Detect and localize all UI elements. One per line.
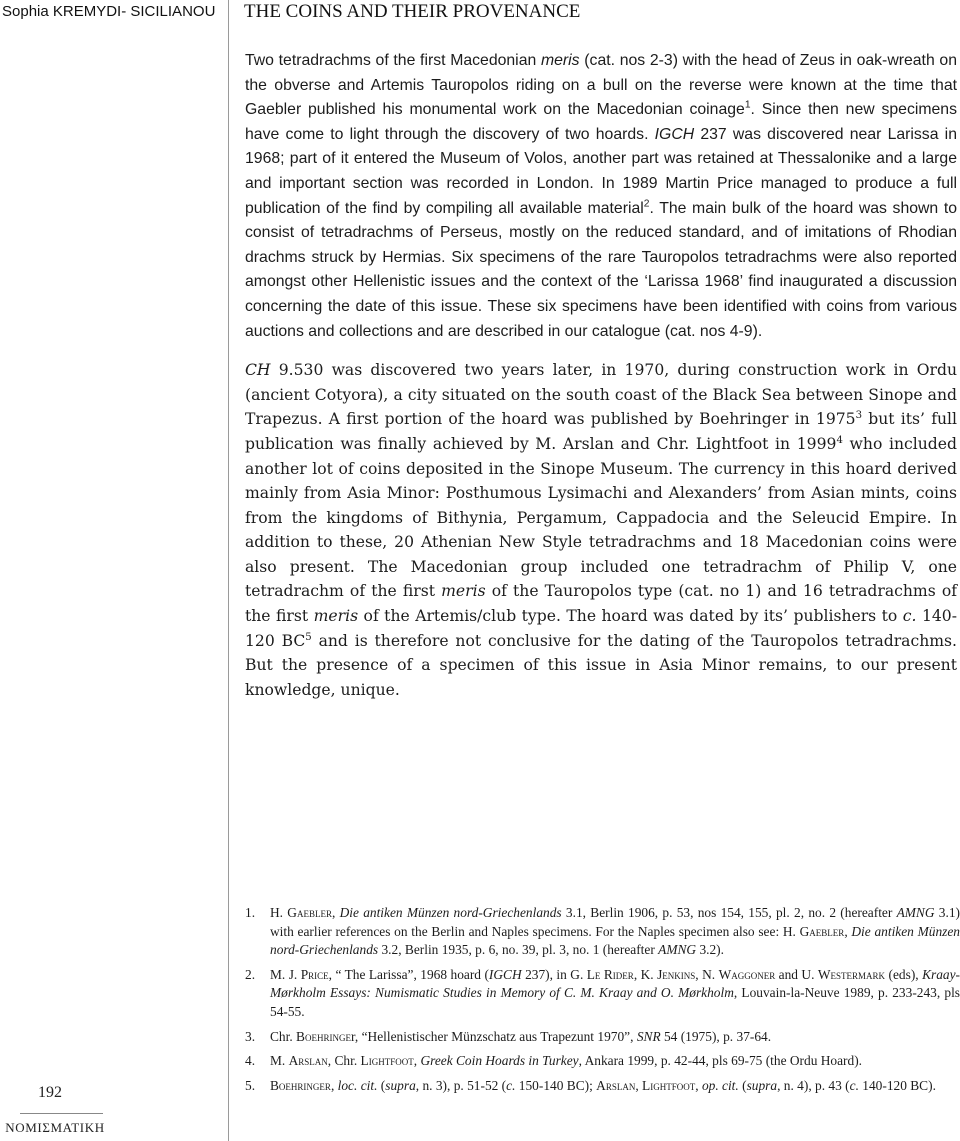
text-run: (eds),	[885, 966, 923, 982]
text-run: 54 (1975), p. 37-64.	[660, 1028, 772, 1044]
footnote-number: 5.	[245, 1077, 256, 1093]
text-run: , N.	[695, 966, 719, 982]
footnote-5	[245, 1077, 960, 1096]
footnote-4	[245, 1052, 960, 1071]
italic-abbreviation: SNR	[636, 1028, 661, 1044]
italic-abbreviation: supra	[746, 1077, 778, 1093]
text-run: , n. 3), p. 51-52 (	[415, 1077, 507, 1093]
footnote-ref-1[interactable]: 1	[744, 99, 751, 111]
text-run: 3.2, Berlin 1935, p. 6, no. 39, pl. 3, no. 1 (hereafter	[378, 942, 659, 958]
text-run: , “Hellenistischer Münzschatz aus Trapezunt 1970”,	[354, 1028, 637, 1044]
main-text	[245, 49, 957, 716]
text-run: 237), in G.	[521, 966, 587, 982]
italic-abbreviation: CH	[245, 361, 271, 380]
italic-abbreviation: c.	[849, 1077, 859, 1093]
footer-divider	[20, 1113, 103, 1114]
text-run: H.	[270, 905, 288, 920]
text-run: , Louvain-la-Neuve 1989, p. 233-243, pls 54-55.	[270, 985, 960, 1019]
text-run: and U.	[775, 966, 818, 982]
italic-abbreviation: c.	[902, 607, 917, 626]
paragraph-2	[245, 358, 957, 702]
italic-abbreviation: supra	[385, 1077, 416, 1093]
running-head-author: Sophia KREMYDI- SICILIANOU	[2, 3, 216, 20]
text-run: 237 was discovered near Larissa in 1968; part of it entered the Museum of Volos, another part was retained at Thessalonike and a large and important section was recorded in London. In 1989 Martin Price managed to produce a full publication of the find by compiling all available material	[245, 125, 957, 217]
text-run: ,	[331, 905, 340, 920]
footnote-ref-2[interactable]: 2	[643, 198, 650, 210]
author-name: Gaebler	[287, 905, 332, 920]
text-run: . The main bulk of the hoard was shown to consist of tetradrachms of Perseus, mostly on the reduced standard, and of imitations of Rhodian drachms struck by Hermias. Six specimens of the rare Tauropolos tetradrachms were also reported amongst other Hellenistic issues and the context of the ‘Larissa 1968’ find inaugurated a discussion concerning the date of this issue. These six specimens have been identified with coins from various auctions and collections and are described in our catalogue (cat. nos 4-9).	[245, 199, 958, 340]
work-title: Kraay-Mørkholm Essays: Numismatic Studies in Memory of C. M. Kraay and O. Mørkholm	[270, 966, 960, 1001]
footnote-1	[245, 904, 960, 960]
author-name: Le Rider	[586, 966, 634, 982]
text-run: 140-120 BC).	[858, 1077, 936, 1093]
footnote-number: 1.	[245, 905, 256, 920]
text-run: , “ The Larissa”, 1968 hoard (	[328, 966, 489, 982]
italic-abbreviation: op. cit.	[701, 1077, 739, 1093]
text-run: who included another lot of coins deposited in the Sinope Museum. The currency in this hoard derived mainly from Asia Minor: Posthumous Lysimachi and Alexanders’ from Asian mints, coins from the kingdoms of Bithynia, Pergamum, Cappadocia and the Seleucid Empire. In addition to these, 20 Athenian New Style tetradrachms and 18 Macedonian coins were also present. The Macedonian group included one tetradrachm of Philip V, one tetradrachm of the first	[245, 434, 957, 601]
italic-abbreviation: IGCH	[654, 125, 695, 143]
text-run: ,	[330, 1077, 338, 1093]
author-name: Waggoner	[718, 966, 776, 982]
page-number: 192	[38, 1084, 62, 1101]
text-run: ,	[635, 1077, 643, 1093]
text-run: of the Artemis/club type. The hoard was dated by its’ publishers to	[358, 607, 903, 626]
text-run: ,	[695, 1077, 702, 1093]
text-run: Two tetradrachms of the first Macedonian	[245, 52, 541, 69]
text-run: ,	[844, 923, 852, 939]
italic-term: meris	[540, 52, 580, 69]
italic-term: meris	[441, 582, 486, 601]
author-name: Arslan	[596, 1077, 636, 1093]
text-run: 150-140 BC);	[515, 1077, 597, 1093]
text-run: but its’ full publication was finally achieved by M. Arslan and Chr. Lightfoot in 1999	[245, 410, 957, 453]
author-name: Gaebler	[799, 923, 845, 939]
author-name: Arslan	[288, 1053, 328, 1069]
author-name: Price	[300, 966, 329, 982]
footnote-number: 2.	[245, 966, 256, 982]
text-run: , Ankara 1999, p. 42-44, pls 69-75 (the Ordu Hoard).	[578, 1053, 863, 1069]
author-name: Lightfoot	[360, 1053, 414, 1069]
footnote-ref-4[interactable]: 4	[836, 434, 843, 446]
text-run: , n. 4), p. 43 (	[777, 1077, 850, 1093]
text-run: M.	[270, 1053, 289, 1069]
footnote-ref-5[interactable]: 5	[305, 631, 312, 643]
italic-abbreviation: loc. cit.	[337, 1077, 378, 1093]
italic-term: meris	[313, 607, 359, 626]
running-head-title: THE COINS AND THEIR PROVENANCE	[244, 1, 581, 22]
text-run: ,	[413, 1053, 421, 1069]
italic-abbreviation: c.	[506, 1077, 516, 1093]
author-name: Westermark	[817, 966, 886, 982]
text-run: (cat. nos 2-3) with the head of Zeus in oak-wreath on the obverse and Artemis Tauropolos riding on a bull on the reverse were known at the time that Gaebler published his monumental work on the Macedonian coinage	[245, 52, 957, 119]
author-name: Boehringe	[296, 1028, 351, 1044]
italic-abbreviation: AMNG	[896, 905, 935, 920]
text-run: of the Tauropolos type (cat. no 1) and 16 tetradrachms of the first	[245, 582, 957, 626]
text-run: . Since then new specimens have come to light through the discovery of two hoards.	[245, 101, 957, 143]
author-name: Jenkins	[657, 966, 696, 982]
work-title: Greek Coin Hoards in Turkey	[420, 1053, 579, 1069]
text-run: 9.530 was discovered two years later, in 1970, during construction work in Ordu (ancient Cotyora), a city situated on the south coast of the Black Sea between Sinope and Trapezus. A first portion of the hoard was published by Boehringer in 1975	[245, 361, 957, 429]
footnote-number: 3.	[245, 1028, 256, 1044]
author-name: Lightfoot	[642, 1077, 696, 1093]
text-run: , K.	[633, 966, 658, 982]
text-run: M. J.	[270, 966, 301, 982]
author-name: Boehringer	[270, 1077, 331, 1093]
paragraph-1	[245, 49, 957, 344]
text-run: 3.1) with earlier references on the Berlin and Naples specimens. For the Naples specimen also see: H.	[270, 905, 960, 939]
work-title: Die antiken Münzen nord-Griechenlands	[339, 905, 562, 920]
footnote-number: 4.	[245, 1053, 256, 1069]
text-run: , Chr.	[327, 1053, 361, 1069]
footnotes	[245, 904, 960, 1101]
text-run: (	[738, 1077, 747, 1093]
journal-name: ΝΟΜΙΣΜΑΤΙΚΗ	[5, 1120, 105, 1135]
text-run: 3.1, Berlin 1906, p. 53, nos 154, 155, pl. 2, no. 2 (hereafter	[561, 905, 897, 920]
italic-abbreviation: AMNG	[658, 942, 697, 958]
work-title: Die antiken Münzen nord-Griechenlands	[270, 923, 960, 958]
text-run: (	[377, 1077, 386, 1093]
text-run: 140-120 BC	[245, 607, 957, 650]
text-run: and is therefore not conclusive for the dating of the Tauropolos tetradrachms. But the presence of a specimen of this issue in Asia Minor remains, to our present knowledge, unique.	[245, 631, 957, 699]
text-run: r	[350, 1028, 355, 1044]
footnote-ref-3[interactable]: 3	[855, 410, 863, 422]
italic-abbreviation: IGCH	[488, 966, 522, 982]
footnote-2	[245, 966, 960, 1022]
margin-rule	[228, 0, 229, 1141]
text-run: 3.2).	[696, 942, 724, 958]
text-run: Chr.	[270, 1028, 297, 1044]
footnote-3	[245, 1028, 960, 1047]
